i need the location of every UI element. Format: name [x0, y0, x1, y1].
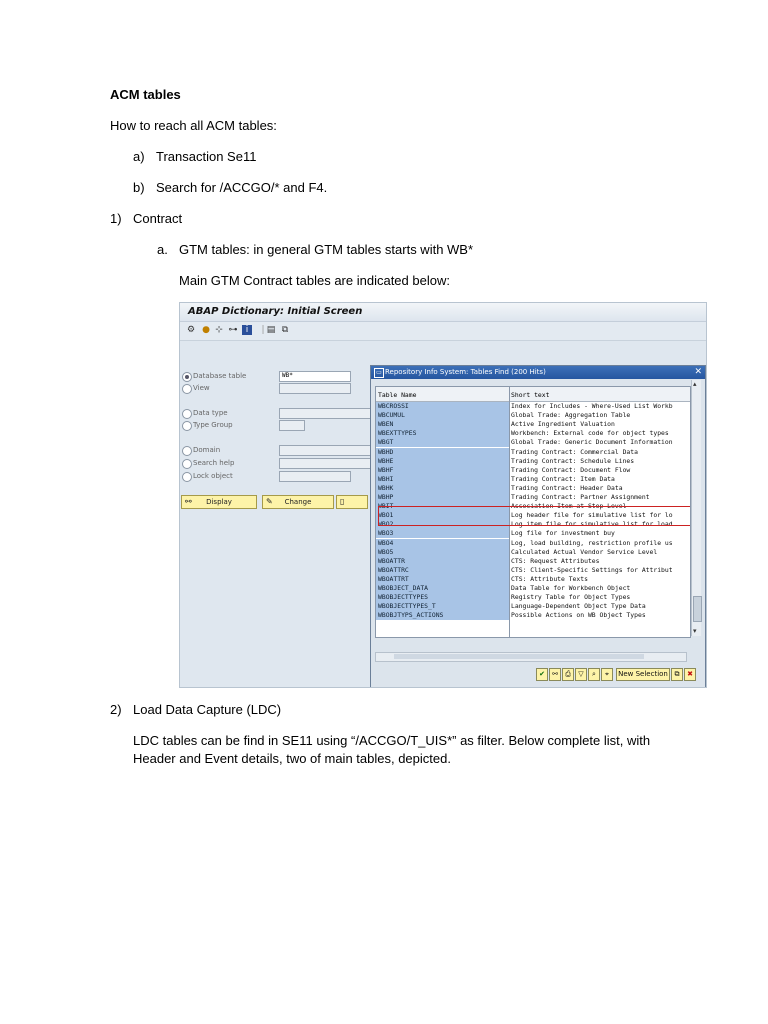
table-name-cell[interactable]: WBOBJECTTYPES: [376, 593, 509, 602]
label-search-help: Search help: [193, 459, 235, 467]
table-row[interactable]: [376, 548, 690, 557]
radio-database-table[interactable]: [182, 372, 192, 382]
label-lock-object: Lock object: [193, 472, 233, 480]
print-icon[interactable]: ⎙: [562, 668, 574, 681]
table-row[interactable]: [376, 593, 690, 602]
step-b-marker: b): [133, 180, 145, 195]
table-row[interactable]: [376, 566, 690, 575]
change-button-label: Change: [284, 498, 312, 506]
table-row[interactable]: [376, 475, 690, 484]
scroll-down-icon[interactable]: ▾: [693, 627, 697, 635]
short-text-cell: Global Trade: Generic Document Information: [511, 438, 673, 447]
table-row[interactable]: [376, 457, 690, 466]
table-row[interactable]: [376, 411, 690, 420]
short-text-cell: Trading Contract: Partner Assignment: [511, 493, 650, 501]
label-view: View: [193, 384, 210, 392]
table-row[interactable]: [376, 402, 690, 411]
database-table-value: WB*: [282, 372, 293, 379]
type-group-input[interactable]: [279, 420, 305, 431]
table-name-cell[interactable]: WBHI: [376, 475, 509, 484]
find-icon[interactable]: ⌕: [588, 668, 600, 681]
radio-lock-object[interactable]: [182, 472, 192, 482]
sap-screen-title: ABAP Dictionary: Initial Screen: [188, 306, 363, 317]
table-row[interactable]: [376, 557, 690, 566]
data-type-input[interactable]: [279, 408, 371, 419]
table-row[interactable]: [376, 575, 690, 584]
label-domain: Domain: [193, 446, 221, 454]
table-name-cell[interactable]: WBOATTR: [376, 557, 509, 566]
confirm-icon[interactable]: ✔: [536, 668, 548, 681]
table-row[interactable]: [376, 611, 690, 620]
table-name-cell[interactable]: WBCUMUL: [376, 411, 509, 420]
short-text-cell: Data Table for Workbench Object: [511, 584, 631, 592]
section-2-title: Load Data Capture (LDC): [133, 702, 282, 717]
create-document-icon: ▯: [340, 497, 345, 506]
table-name-cell[interactable]: WBO3: [376, 529, 509, 538]
short-text-cell: Global Trade: Aggregation Table: [511, 411, 631, 420]
short-text-cell: Trading Contract: Schedule Lines: [511, 456, 635, 465]
display-list-icon[interactable]: ▤: [266, 325, 276, 335]
highlight-box: [378, 506, 691, 526]
table-row[interactable]: [376, 438, 690, 447]
table-row[interactable]: [376, 493, 690, 502]
label-database-table: Database table: [193, 372, 247, 380]
table-name-cell[interactable]: WBOBJECT_DATA: [376, 584, 509, 593]
table-name-cell[interactable]: WBCROSSI: [376, 402, 509, 411]
copy-icon[interactable]: ⧉: [281, 325, 289, 335]
step-a-text: Transaction Se11: [156, 149, 257, 164]
sap-toolbar: [180, 322, 706, 341]
where-used-icon[interactable]: ⊹: [215, 325, 223, 335]
table-name-cell[interactable]: WBO5: [376, 548, 509, 557]
short-text-cell: Trading Contract: Commercial Data: [511, 447, 638, 456]
short-text-cell: Language-Dependent Object Type Data: [511, 602, 646, 611]
horizontal-scroll-thumb[interactable]: [394, 654, 644, 659]
table-name-cell[interactable]: WBHP: [376, 493, 509, 502]
short-text-cell: Trading Contract: Item Data: [511, 474, 615, 483]
table-name-cell[interactable]: WBOBJECTTYPES_T: [376, 602, 509, 611]
radio-data-type[interactable]: [182, 409, 192, 419]
database-table-input[interactable]: [279, 371, 351, 382]
table-row[interactable]: [376, 429, 690, 438]
popup-title: Repository Info System: Tables Find (200 Hits): [385, 368, 546, 376]
table-name-cell[interactable]: WBIT: [376, 502, 509, 511]
domain-input[interactable]: [279, 445, 371, 456]
table-name-cell[interactable]: WBGT: [376, 438, 509, 447]
table-name-cell[interactable]: WBO4: [376, 539, 509, 548]
section-1-marker: 1): [110, 211, 122, 226]
table-name-cell[interactable]: WBOATTRT: [376, 575, 509, 584]
sap-title-bar: [180, 303, 706, 322]
radio-search-help[interactable]: [182, 459, 192, 469]
display-button[interactable]: [181, 495, 257, 509]
pencil-icon: ✎: [266, 497, 273, 506]
short-text-cell: Association Item at Step Level: [511, 502, 627, 511]
info-icon[interactable]: i: [242, 325, 252, 335]
results-grid: [375, 386, 691, 638]
table-name-cell[interactable]: WBEXTTYPES: [376, 429, 509, 438]
section-1-note: Main GTM Contract tables are indicated below:: [179, 273, 450, 288]
copy-icon[interactable]: ⧉: [671, 668, 683, 681]
column-header-short-text[interactable]: Short text: [511, 391, 550, 399]
short-text-cell: CTS: Client-Specific Settings for Attribut: [511, 565, 673, 574]
horizontal-scrollbar[interactable]: [375, 652, 687, 662]
display-glasses-icon: ⚯: [185, 497, 192, 506]
short-text-cell: Workbench: External code for object types: [511, 429, 669, 438]
table-name-cell[interactable]: WBHD: [376, 448, 509, 457]
short-text-cell: Trading Contract: Header Data: [511, 483, 623, 492]
step-b-text: Search for /ACCGO/* and F4.: [156, 180, 328, 195]
table-row[interactable]: [376, 602, 690, 611]
create-button[interactable]: [336, 495, 368, 509]
lock-object-input[interactable]: [279, 471, 351, 482]
section-1-title: Contract: [133, 211, 183, 226]
table-row[interactable]: [376, 529, 690, 538]
scroll-up-icon[interactable]: ▴: [693, 380, 697, 388]
section-2-marker: 2): [110, 702, 122, 717]
new-selection-button[interactable]: New Selection: [616, 668, 670, 681]
short-text-cell: Log header file for simulative list for lo: [511, 511, 673, 520]
vertical-scroll-thumb[interactable]: [693, 596, 702, 622]
display-button-label: Display: [206, 498, 232, 506]
table-name-cell[interactable]: WBHF: [376, 466, 509, 475]
change-button[interactable]: [262, 495, 334, 509]
section-1a-text: GTM tables: in general GTM tables starts with WB*: [179, 242, 474, 257]
funnel-icon[interactable]: ▽: [575, 668, 587, 681]
popup-window-icon: ▭: [374, 368, 384, 378]
short-text-cell: CTS: Attribute Texts: [511, 574, 588, 583]
close-icon[interactable]: ✕: [694, 367, 702, 377]
radio-type-group[interactable]: [182, 421, 192, 431]
table-name-cell[interactable]: WBOBJTYPS_ACTIONS: [376, 611, 509, 620]
short-text-cell: Possible Actions on WB Object Types: [511, 611, 646, 620]
table-name-cell[interactable]: WBO1: [376, 511, 509, 520]
table-row[interactable]: [376, 420, 690, 429]
sap-screenshot: [179, 302, 707, 688]
view-input[interactable]: [279, 383, 351, 394]
short-text-cell: Log item file for simulative list for load: [511, 520, 673, 529]
short-text-cell: Active Ingredient Valuation: [511, 420, 615, 429]
other-object-icon[interactable]: ⚙: [186, 325, 196, 335]
label-data-type: Data type: [193, 409, 228, 417]
short-text-cell: Trading Contract: Document Flow: [511, 465, 631, 474]
label-type-group: Type Group: [193, 421, 233, 429]
table-row[interactable]: [376, 448, 690, 457]
short-text-cell: Index for Includes - Where-Used List Workb: [511, 402, 673, 410]
short-text-cell: Calculated Actual Vendor Service Level: [511, 547, 658, 556]
toolbar-separator: |: [261, 325, 265, 335]
table-name-cell[interactable]: WBHK: [376, 484, 509, 493]
popup-title-bar: [371, 366, 705, 379]
table-name-cell[interactable]: WBOATTRC: [376, 566, 509, 575]
doc-heading: ACM tables: [110, 87, 181, 102]
short-text-cell: CTS: Request Attributes: [511, 556, 600, 565]
table-row[interactable]: [376, 584, 690, 593]
radio-view[interactable]: [182, 384, 192, 394]
table-row[interactable]: [376, 539, 690, 548]
find-next-icon[interactable]: ⌖: [601, 668, 613, 681]
vertical-scrollbar[interactable]: [691, 380, 701, 636]
filter-glasses-icon[interactable]: ⚯: [549, 668, 561, 681]
table-name-cell[interactable]: WBO2: [376, 520, 509, 529]
short-text-cell: Log file for investment buy: [511, 529, 615, 538]
lightbulb-icon[interactable]: ●: [202, 325, 210, 335]
section-2-body: LDC tables can be find in SE11 using “/ACCGO/T_UIS*” as filter. Below complete list, with Header and Event details, two of main tables, depicted.: [133, 733, 651, 766]
grid-header: [376, 387, 690, 402]
short-text-cell: Log, load building, restriction profile us: [511, 538, 673, 547]
step-a-marker: a): [133, 149, 145, 164]
table-name-cell[interactable]: WBHE: [376, 457, 509, 466]
cancel-icon[interactable]: ✖: [684, 668, 696, 681]
table-name-cell[interactable]: WBEN: [376, 420, 509, 429]
table-row[interactable]: [376, 466, 690, 475]
tables-find-popup: [370, 365, 706, 688]
section-1a-marker: a.: [157, 242, 168, 257]
intro-text: How to reach all ACM tables:: [110, 118, 277, 133]
short-text-cell: Registry Table for Object Types: [511, 593, 631, 602]
table-row[interactable]: [376, 484, 690, 493]
column-header-table-name[interactable]: Table Name: [378, 391, 417, 399]
radio-domain[interactable]: [182, 446, 192, 456]
hierarchy-icon[interactable]: ⊶: [228, 325, 238, 335]
search-help-input[interactable]: [279, 458, 371, 469]
